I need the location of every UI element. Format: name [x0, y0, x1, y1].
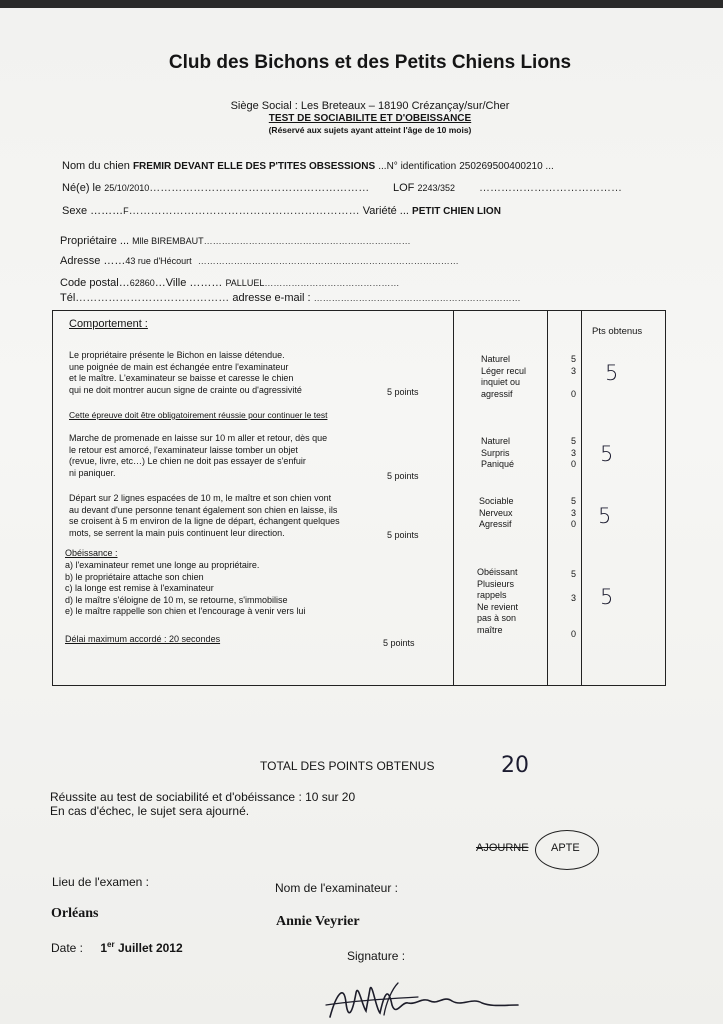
echec-text: En cas d'échec, le sujet sera ajourné.: [50, 804, 250, 818]
option-label: Nerveux: [479, 507, 513, 518]
section4-options: [477, 567, 518, 636]
adresse-value: 43 rue d'Hécourt: [125, 256, 192, 266]
pts-header: Pts obtenus: [592, 326, 643, 337]
option-value: 3: [571, 507, 577, 518]
section1-line: une poignée de main est échangée entre l'examinateur: [69, 361, 289, 372]
option-label: Obéissant: [477, 567, 518, 577]
section2-options: [481, 436, 514, 471]
lof-row: LOF 2243/352 …………………………………: [393, 182, 623, 194]
tel-row: Tél…………………………………… adresse e-mail : ……………………………………………………………: [60, 292, 521, 304]
section3-points: 5 points: [387, 530, 419, 540]
section2-values: [571, 436, 576, 471]
photo-top-edge: [0, 0, 723, 8]
club-title: Club des Bichons et des Petits Chiens Lions: [168, 52, 572, 73]
section4-value-0: 0: [571, 629, 577, 639]
date-label: Date :: [51, 941, 84, 955]
section4-line: c) la longe est remise à l'examinateur: [65, 583, 214, 593]
option-label: Paniqué: [481, 459, 515, 469]
total-label: TOTAL DES POINTS OBTENUS: [260, 759, 435, 773]
option-label: Naturel: [481, 436, 511, 446]
sexe-row: Sexe ………F……………………………………………………… Variété ... PETIT CHIEN LION: [62, 205, 501, 217]
lof-value: 2243/352: [417, 183, 456, 193]
cp-value: 62860: [129, 278, 155, 288]
reserve-note: (Réservé aux sujets ayant atteint l'âge de 10 mois): [268, 125, 472, 135]
section4-text: [65, 560, 305, 618]
section3-text: [69, 493, 340, 539]
date-rest: Juillet 2012: [117, 941, 183, 955]
option-label: inquiet ou: [481, 377, 521, 387]
lof-label: LOF: [393, 182, 415, 194]
delai-note: Délai maximum accordé : 20 secondes: [65, 634, 221, 644]
section1-line: qui ne doit montrer aucun signe de crainte ou d'agressivité: [69, 384, 302, 395]
option-label: pas à son: [477, 613, 517, 623]
option-label: Ne revient: [477, 601, 519, 612]
section2-text: [69, 433, 327, 479]
email-label: adresse e-mail :: [232, 292, 311, 304]
section4-value-3: 3: [571, 593, 577, 603]
ville-value: PALLUEL: [225, 278, 265, 288]
section3-line: Départ sur 2 lignes espacées de 10 m, le maître et son chien vont: [69, 493, 332, 503]
sexe-value: F: [123, 206, 129, 216]
section2-score: 5: [600, 442, 614, 466]
nom-row: [62, 160, 554, 172]
mandatory-warning: Cette épreuve doit être obligatoirement réussie pour continuer le test: [69, 410, 328, 420]
section4-score: 5: [600, 585, 614, 609]
option-label: Sociable: [479, 496, 514, 506]
section4-value-5: 5: [571, 569, 577, 579]
section4-line: e) le maître rappelle son chien et l'encourage à venir vers lui: [65, 606, 306, 616]
lieu-label: Lieu de l'examen :: [52, 875, 150, 889]
section2-line: (revue, livre, etc…) Le chien ne doit pas essayer de s'enfuir: [69, 456, 306, 466]
section2-points: 5 points: [387, 471, 419, 481]
option-label: agressif: [481, 388, 513, 399]
tel-label: Tél: [60, 292, 76, 304]
section1-values: [571, 354, 576, 400]
obeissance-title: Obéissance :: [65, 548, 118, 558]
option-value: 0: [571, 388, 577, 399]
section1-line: et le maître. L'examinateur se baisse et caresse le chien: [69, 373, 294, 383]
section2-line: ni paniquer.: [69, 467, 116, 478]
ne-row: Né(e) le 25/10/2010……………………………………………………: [62, 182, 370, 194]
cp-label: Code postal…: [60, 277, 130, 289]
section1-points: 5 points: [387, 387, 419, 397]
lieu-value: Orléans: [51, 906, 99, 921]
section1-line: Le propriétaire présente le Bichon en laisse détendue.: [69, 350, 285, 360]
section4-line: d) le maître s'éloigne de 10 m, se retourne, s'immobilise: [65, 594, 288, 605]
ne-value: 25/10/2010: [104, 183, 150, 193]
rules-text: [50, 790, 355, 818]
section3-score: 5: [598, 504, 612, 528]
option-value: 3: [571, 365, 577, 376]
section2-line: Marche de promenade en laisse sur 10 m aller et retour, dès que: [69, 433, 328, 443]
option-value: 5: [571, 496, 577, 506]
id-value: 250269500400210 ...: [459, 161, 554, 172]
proprietaire-value: Mlle BIREMBAUT: [132, 236, 204, 246]
col-divider-3: [581, 311, 582, 685]
proprietaire-label: Propriétaire ...: [60, 235, 130, 247]
apte-label: APTE: [551, 842, 580, 854]
option-value: 5: [571, 354, 577, 364]
option-value: 3: [571, 447, 577, 458]
section3-line: se croisent à 5 m environ de la ligne de départ, échangent quelques: [69, 516, 340, 526]
section1-options: [481, 354, 526, 400]
date-row: [51, 940, 183, 955]
examinateur-value: Annie Veyrier: [276, 914, 360, 929]
reussite-text: Réussite au test de sociabilité et d'obéissance : 10 sur 20: [50, 790, 356, 804]
col-divider-2: [547, 311, 548, 685]
siege-social: Siège Social : Les Breteaux – 18190 Crézançay/sur/Cher: [230, 100, 510, 112]
option-value: 0: [571, 519, 577, 529]
section3-values: [571, 496, 576, 531]
option-label: Plusieurs: [477, 578, 515, 589]
section1-text: [69, 350, 302, 396]
proprietaire-row: Propriétaire ... Mlle BIREMBAUT……………………………………………………………: [60, 235, 411, 247]
signature-label: Signature :: [347, 949, 406, 963]
option-value: 5: [571, 436, 577, 446]
examinateur-label: Nom de l'examinateur :: [275, 881, 399, 895]
total-value: 20: [501, 753, 529, 778]
adresse-row: Adresse ……43 rue d'Hécourt ……………………………………………………………………………: [60, 255, 459, 267]
handwritten-signature: [322, 975, 522, 1024]
test-title: TEST DE SOCIABILITE ET D'OBEISSANCE: [268, 113, 472, 124]
ville-label: …Ville ………: [154, 277, 223, 289]
evaluation-table: [52, 310, 666, 686]
comportement-heading: Comportement :: [69, 318, 148, 330]
section1-score: 5: [605, 361, 619, 385]
section4-line: b) le propriétaire attache son chien: [65, 571, 204, 582]
option-label: rappels: [477, 590, 507, 600]
ajourne-struck: AJOURNE: [476, 842, 529, 854]
section3-options: [479, 496, 514, 531]
section3-line: au devant d'une personne tenant également son chien en laisse, ils: [69, 504, 338, 515]
id-label: ...N° identification: [378, 161, 457, 172]
option-value: 0: [571, 459, 577, 469]
date-day: 1: [100, 941, 108, 955]
section2-line: le retour est amorcé, l'examinateur laisse tomber un objet: [69, 444, 298, 455]
option-label: Agressif: [479, 519, 512, 529]
option-label: Naturel: [481, 354, 511, 364]
verdict: [470, 830, 610, 874]
col-divider-1: [453, 311, 454, 685]
section4-points: 5 points: [383, 638, 415, 648]
cp-row: Code postal…62860…Ville ……… PALLUEL………………………………………: [60, 277, 400, 289]
ne-label: Né(e) le: [62, 182, 102, 194]
variete-value: PETIT CHIEN LION: [412, 206, 501, 217]
sexe-label: Sexe ………: [62, 205, 124, 217]
section4-line: a) l'examinateur remet une longe au propriétaire.: [65, 560, 260, 570]
section3-line: mots, se serrent la main puis continuent leur direction.: [69, 527, 285, 538]
adresse-label: Adresse ……: [60, 255, 126, 267]
nom-value: FREMIR DEVANT ELLE DES P'TITES OBSESSIONS: [132, 161, 376, 172]
option-label: Léger recul: [481, 365, 527, 376]
variete-label: Variété ...: [362, 205, 409, 217]
option-label: Surpris: [481, 447, 510, 458]
option-label: maître: [477, 624, 503, 635]
nom-label: Nom du chien: [62, 160, 130, 172]
date-sup: er: [107, 940, 115, 949]
